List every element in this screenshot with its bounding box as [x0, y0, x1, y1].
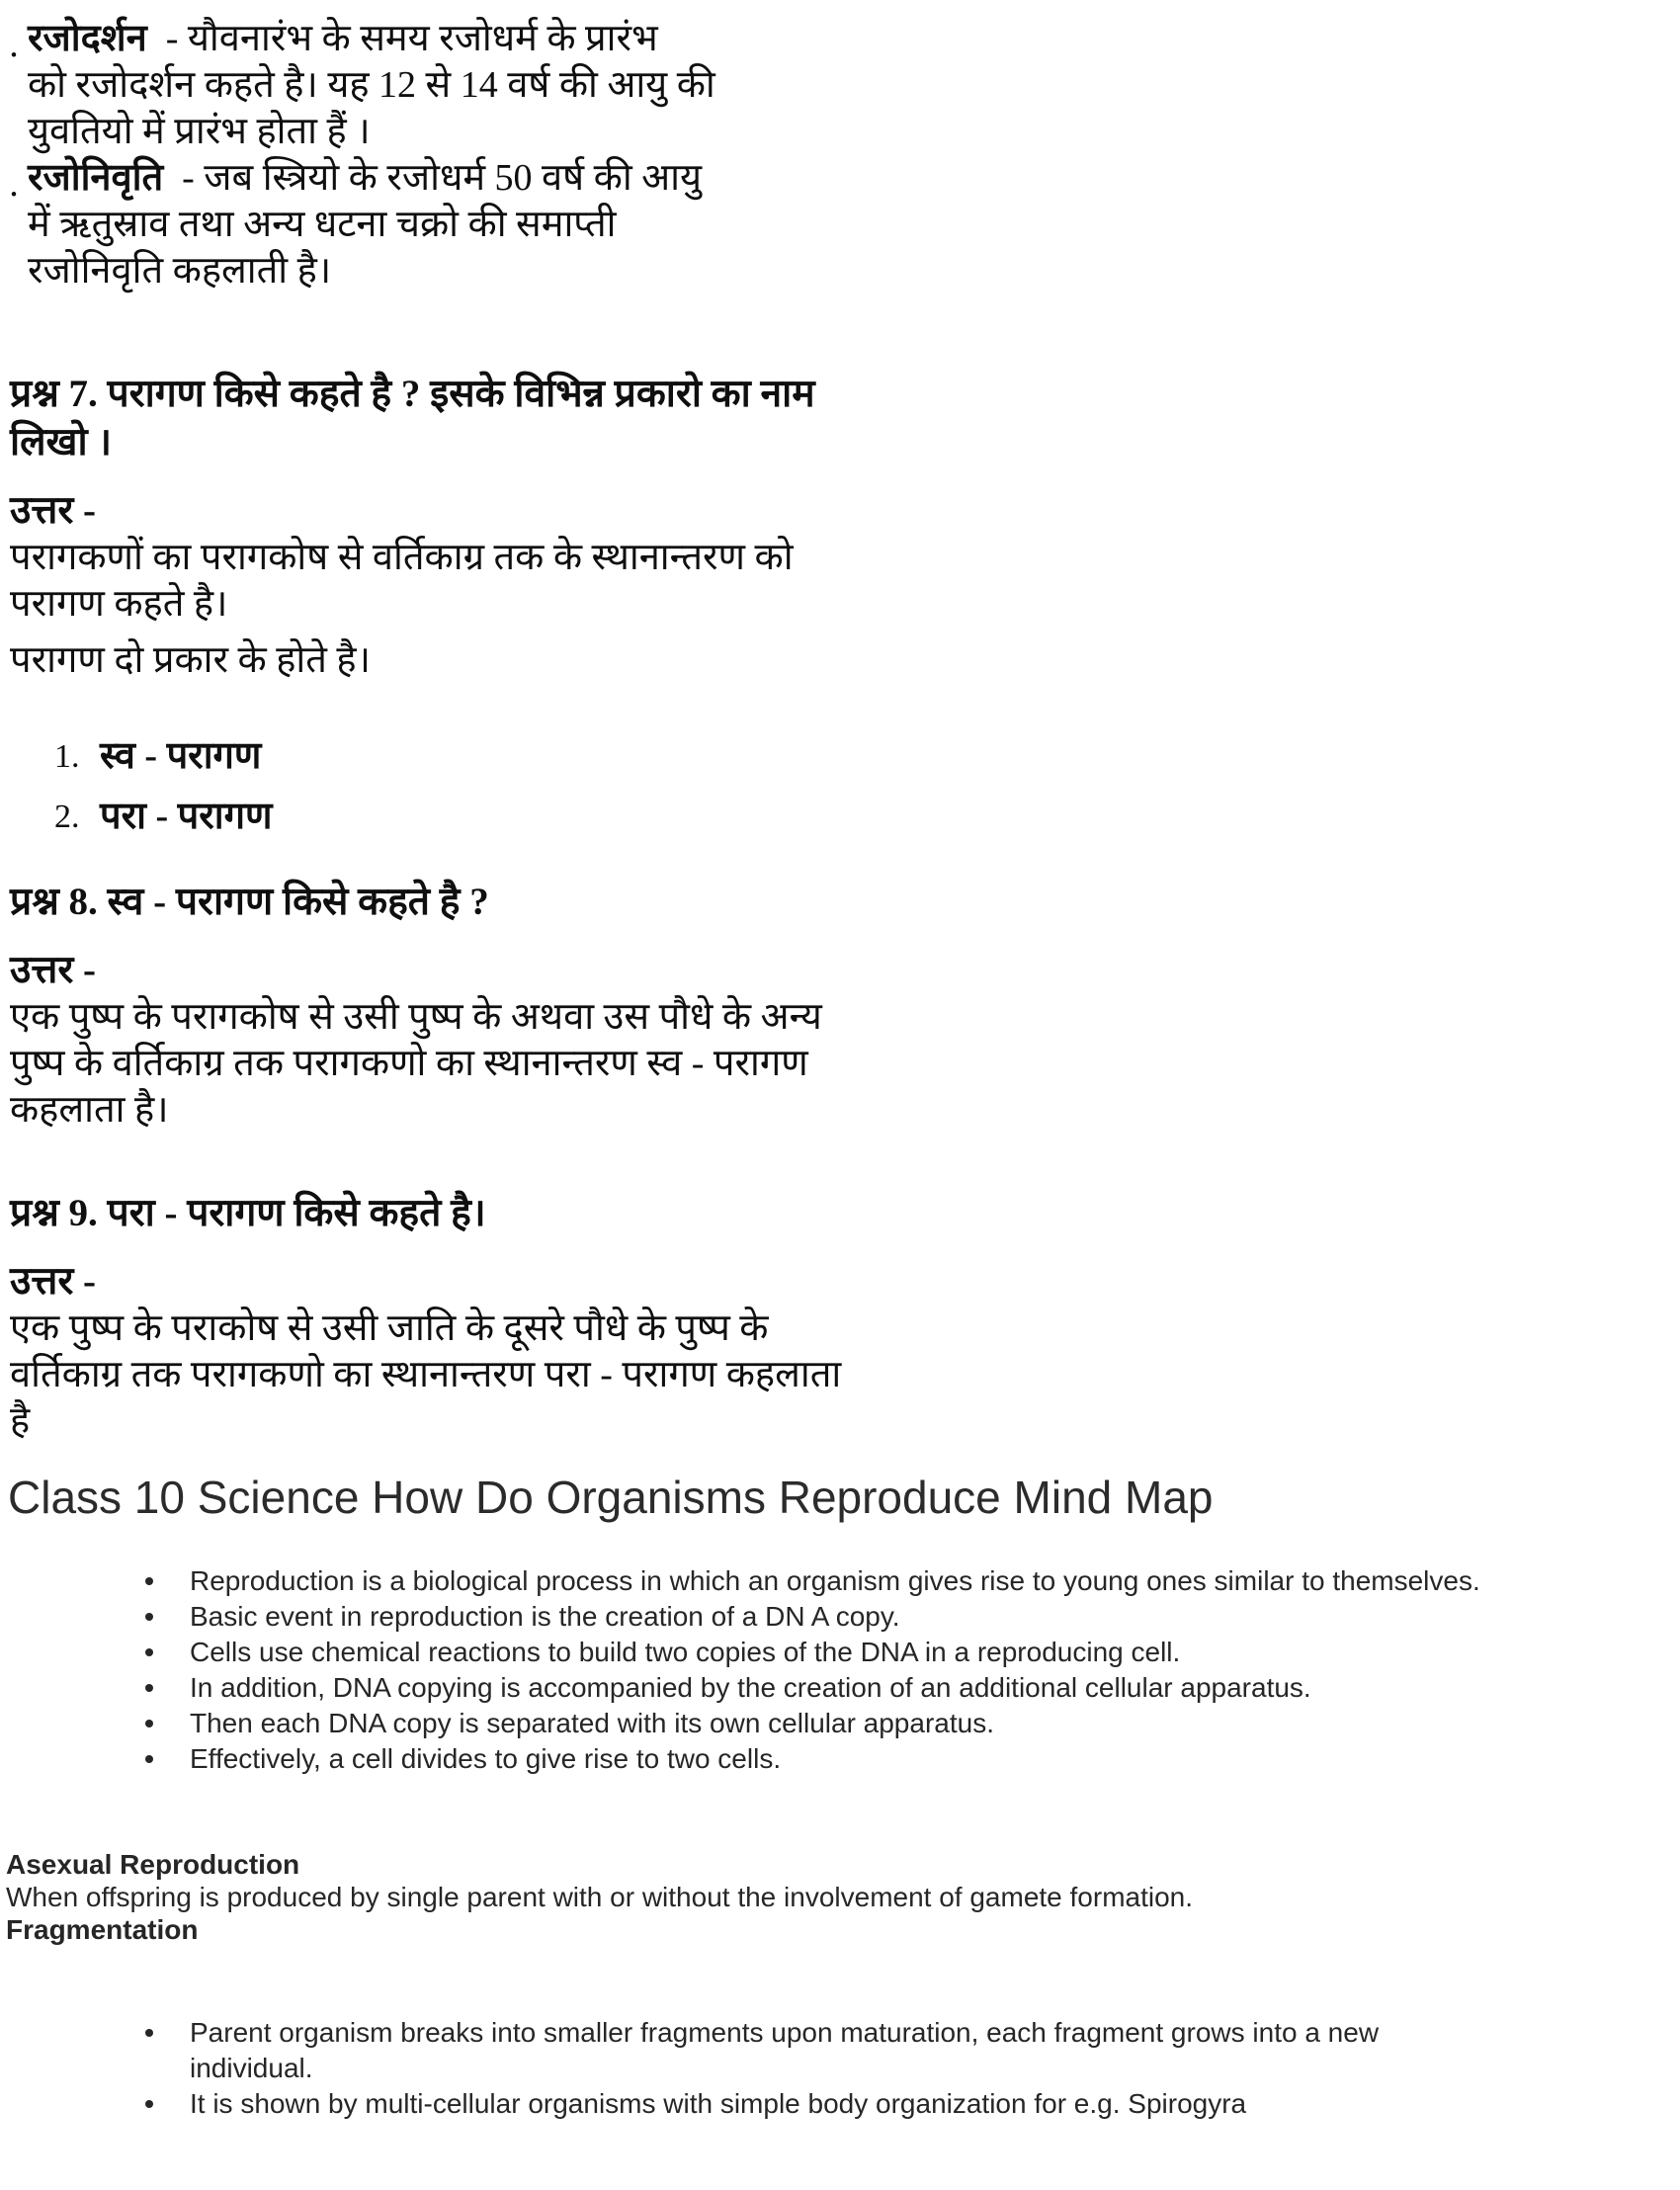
- answer-line: पुष्प के वर्तिकाग्र तक परागकणो का स्थानान्तरण स्व - परागण: [10, 1043, 808, 1084]
- list-item: [0, 1599, 1680, 1635]
- bullet-text: Basic event in reproduction is the creation of a DN A copy.: [190, 1601, 900, 1632]
- question-line: प्रश्न 9. परा - परागण किसे कहते है।: [10, 1192, 486, 1234]
- bullet-text: Cells use chemical reactions to build two copies of the DNA in a reproducing cell.: [190, 1637, 1181, 1667]
- question-line: लिखो ।: [10, 421, 113, 463]
- document-page: [0, 16, 1680, 2190]
- term-rajonivritti: रजोनिवृति: [28, 157, 164, 199]
- list-item: [0, 1563, 1680, 1599]
- list-item: [0, 16, 1680, 155]
- list-item: [0, 155, 1680, 295]
- list-item: [0, 2015, 1680, 2086]
- definition-line: [28, 16, 715, 62]
- term-rajodarshan: रजोदर्शन: [28, 18, 147, 59]
- definition-line: को रजोदर्शन कहते है। यह 12 से 14 वर्ष की आयु की: [28, 64, 715, 106]
- definition-line: युवतियो में प्रारंभ होता हैं ।: [28, 111, 371, 152]
- type-self-pollination: स्व - परागण: [100, 735, 262, 777]
- bullet-dot-icon: [145, 1577, 153, 1585]
- list-item: [0, 1635, 1680, 1670]
- bullet-text: It is shown by multi-cellular organisms with simple body organization for e.g. Spirogyra: [190, 2088, 1247, 2119]
- bullet-text: Parent organism breaks into smaller fragments upon maturation, each fragment grows into a new individual.: [190, 2017, 1380, 2083]
- list-item: [0, 1670, 1680, 1706]
- bullet-dot-icon: [145, 1684, 153, 1692]
- definition-line: [28, 155, 702, 202]
- list-item: [0, 1741, 1680, 1777]
- answer-7-text: [10, 535, 1680, 628]
- question-8-heading: [10, 878, 1680, 926]
- answer-line: एक पुष्प के परागकोष से उसी पुष्प के अथवा उस पौधे के अन्य: [10, 996, 822, 1038]
- answer-line: वर्तिकाग्र तक परागकणो का स्थानान्तरण परा - परागण कहलाता: [10, 1354, 842, 1395]
- list-item: [0, 2086, 1680, 2122]
- mindmap-bullet-list: [0, 1563, 1680, 1777]
- question-line: प्रश्न 8. स्व - परागण किसे कहते है ?: [10, 881, 489, 923]
- pollination-types-list: [0, 733, 1680, 840]
- answer-label: उत्तर -: [10, 949, 97, 991]
- bullet-text: Effectively, a cell divides to give rise to two cells.: [190, 1743, 782, 1774]
- answer-label: उत्तर -: [10, 489, 97, 532]
- list-item: [0, 1706, 1680, 1741]
- hindi-notes-list: [0, 16, 1680, 295]
- answer-label: उत्तर -: [10, 1260, 97, 1303]
- answer-line: परागण कहते है।: [10, 583, 228, 625]
- bullet-dot-icon: [145, 1648, 153, 1656]
- page-title: Class 10 Science How Do Organisms Reproduce Mind Map: [8, 1472, 1214, 1523]
- answer-line: है: [10, 1400, 31, 1442]
- answer-8-text: [10, 994, 1680, 1134]
- answer-line: कहलाता है।: [10, 1089, 169, 1131]
- question-7-heading: [10, 370, 1680, 466]
- asexual-reproduction-text: When offspring is produced by single parent with or without the involvement of gamete formation.: [6, 1882, 1194, 1912]
- answer-line: एक पुष्प के पराकोष से उसी जाति के दूसरे पौधे के पुष्प के: [10, 1307, 769, 1349]
- fragmentation-bullet-list: [0, 2015, 1680, 2122]
- list-number: 1.: [54, 738, 80, 775]
- list-number: 2.: [54, 799, 80, 835]
- bullet-marker: .: [9, 163, 19, 205]
- list-item: [0, 794, 1680, 840]
- answer-9-text: [10, 1306, 1680, 1445]
- bullet-text: Then each DNA copy is separated with its own cellular apparatus.: [190, 1708, 994, 1738]
- asexual-reproduction-section: [6, 1848, 1680, 1946]
- question-line: प्रश्न 7. परागण किसे कहते है ? इसके विभिन्न प्रकारो का नाम: [10, 373, 815, 415]
- question-9-heading: [10, 1189, 1680, 1237]
- list-item: [0, 733, 1680, 780]
- bullet-marker: .: [9, 24, 19, 65]
- type-cross-pollination: परा - परागण: [100, 796, 273, 837]
- bullet-text: Reproduction is a biological process in which an organism gives rise to young ones similar to themselves.: [190, 1565, 1480, 1596]
- answer-line: परागकणों का परागकोष से वर्तिकाग्र तक के स्थानान्तरण को: [10, 537, 794, 578]
- fragmentation-heading: Fragmentation: [6, 1914, 199, 1945]
- definition-line: रजोनिवृति कहलाती है।: [28, 250, 332, 292]
- definition-text: - यौवनारंभ के समय रजोधर्म के प्रारंभ: [165, 18, 658, 59]
- asexual-reproduction-heading: Asexual Reproduction: [6, 1849, 300, 1880]
- bullet-dot-icon: [145, 1755, 153, 1763]
- bullet-dot-icon: [145, 1613, 153, 1621]
- definition-text: - जब स्त्रियो के रजोधर्म 50 वर्ष की आयु: [182, 157, 703, 199]
- definition-line: में ऋतुस्राव तथा अन्य धटना चक्रो की समाप्ती: [28, 204, 617, 245]
- bullet-dot-icon: [145, 2029, 153, 2037]
- bullet-dot-icon: [145, 1720, 153, 1727]
- bullet-text: In addition, DNA copying is accompanied by the creation of an additional cellular apparatus.: [190, 1672, 1311, 1703]
- bullet-dot-icon: [145, 2100, 153, 2108]
- answer-line: परागण दो प्रकार के होते है।: [10, 639, 371, 681]
